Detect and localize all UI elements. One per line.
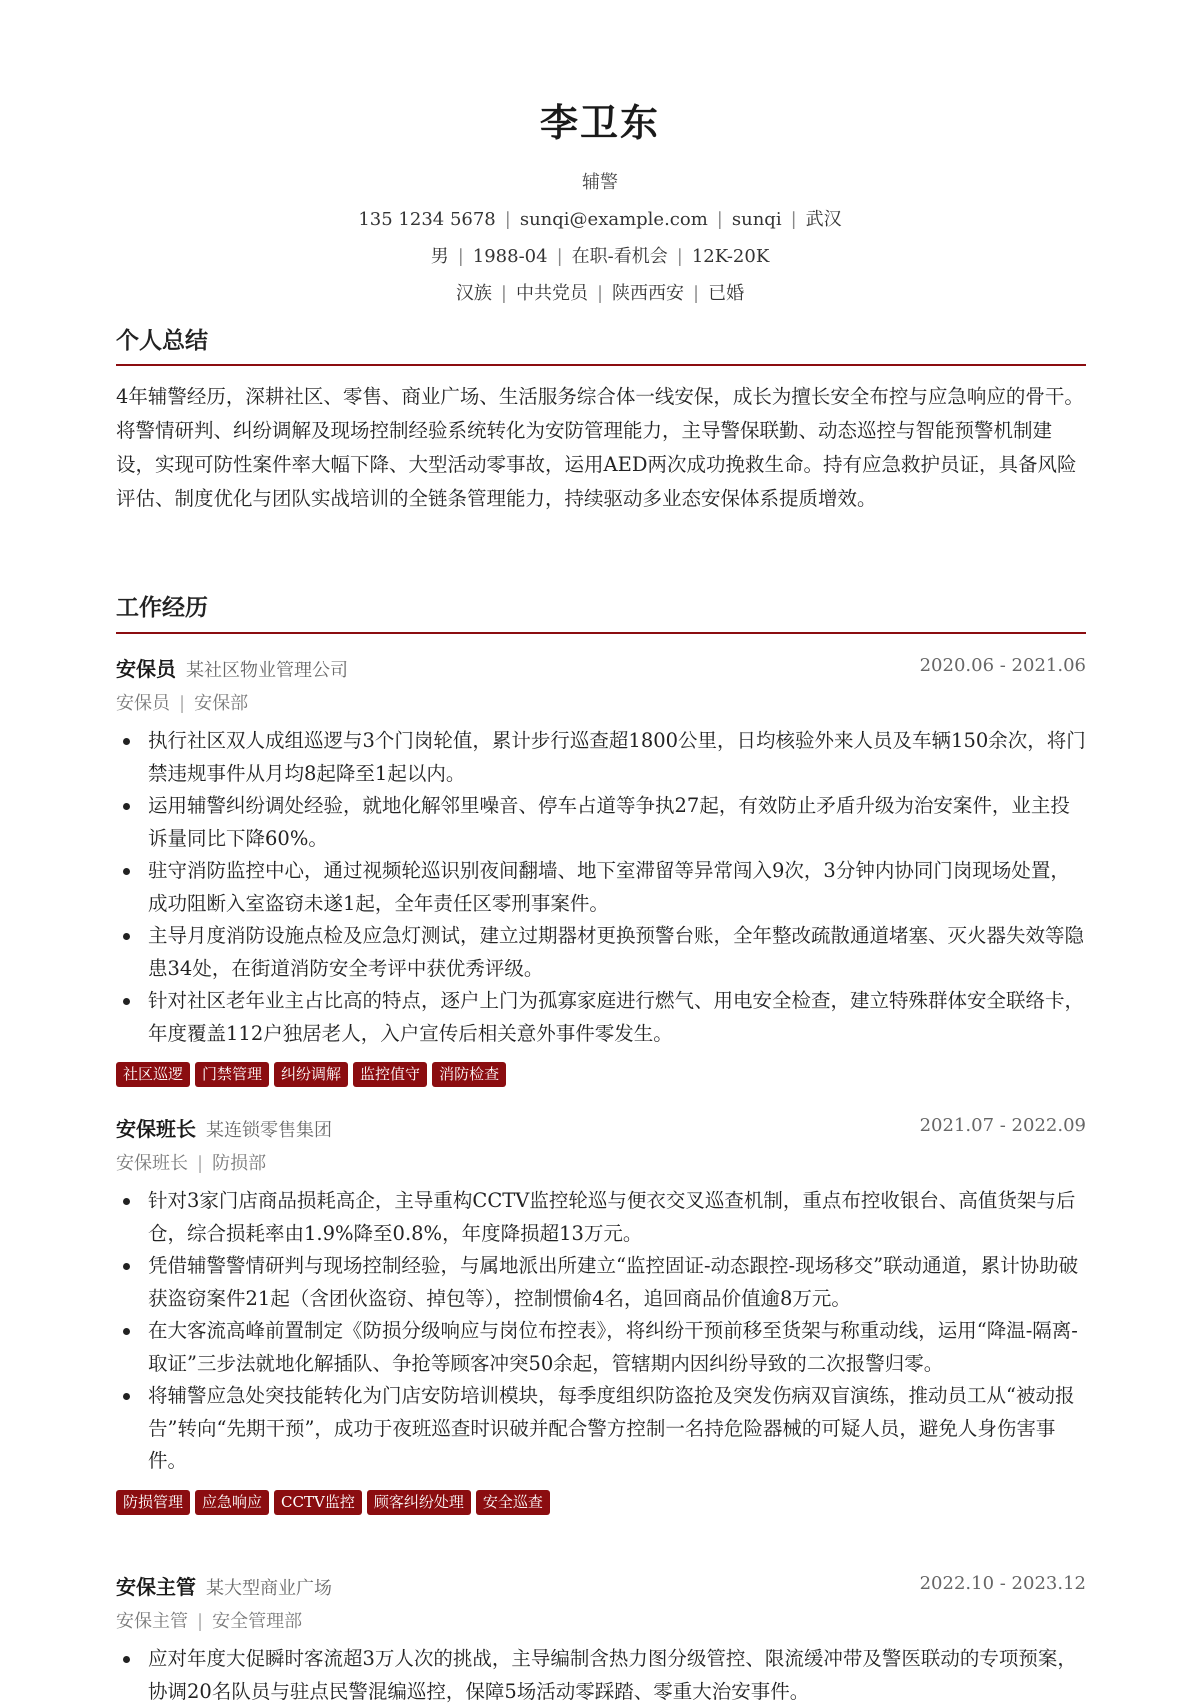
- job-bullets: [116, 1185, 1086, 1478]
- city: 武汉: [805, 209, 842, 230]
- job-role-line: 安保班长 | 防损部: [116, 1153, 267, 1174]
- job-role: 安保主管: [116, 1611, 188, 1632]
- marital-status: 已婚: [708, 283, 745, 304]
- bullet-item: 主导月度消防设施点检及应急灯测试，建立过期器材更换预警台账，全年整改疏散通道堵塞、灭火器失效等隐患34处，在街道消防安全考评中获优秀评级。: [116, 920, 1086, 985]
- bullet-item: 凭借辅警警情研判与现场控制经验，与属地派出所建立“监控固证-动态跟控-现场移交”联动通道，累计协助破获盗窃案件21起（含团伙盗窃、掉包等），控制惯偷4名，追回商品价值逾8万元。: [116, 1250, 1086, 1315]
- phone: 135 1234 5678: [358, 209, 496, 230]
- candidate-title: 辅警: [582, 172, 618, 193]
- bullet-item: 执行社区双人成组巡逻与3个门岗轮值，累计步行巡查超1800公里，日均核验外来人员及车辆150余次，将门禁违规事件从月均8起降至1起以内。: [116, 725, 1086, 790]
- job-title: 安保班长: [116, 1117, 196, 1141]
- skill-tag: 门禁管理: [195, 1062, 269, 1087]
- job-role-line: 安保主管 | 安全管理部: [116, 1611, 303, 1632]
- bullet-item: 针对社区老年业主占比高的特点，逐户上门为孤寡家庭进行燃气、用电安全检查，建立特殊群体安全联络卡，年度覆盖112户独居老人，入户宣传后相关意外事件零发生。: [116, 985, 1086, 1050]
- job-entry-3: [116, 1571, 1086, 1708]
- job-role-line: 安保员 | 安保部: [116, 693, 249, 714]
- skill-tag: 安全巡查: [476, 1490, 550, 1515]
- job-title: 安保主管: [116, 1575, 196, 1599]
- skill-tag: 顾客纠纷处理: [367, 1490, 471, 1515]
- job-entry-1: [116, 653, 1086, 1087]
- ethnicity: 汉族: [455, 283, 492, 304]
- basic-info-line: 男 | 1988-04 | 在职-看机会 | 12K-20K: [430, 246, 770, 267]
- summary-divider: [116, 364, 1086, 366]
- summary-text: 4年辅警经历，深耕社区、零售、商业广场、生活服务综合体一线安保，成长为擅长安全布控与应急响应的骨干。将警情研判、纠纷调解及现场控制经验系统转化为安防管理能力，主导警保联勤、动态巡控与智能预警机制建设，实现可防性案件率大幅下降、大型活动零事故，运用AED两次成功挽救生命。持有应急救护员证，具备风险评估、制度优化与团队实战培训的全链条管理能力，持续驱动多业态安保体系提质增效。: [116, 385, 1084, 510]
- job-company: 某社区物业管理公司: [186, 660, 348, 681]
- skill-tag: 防损管理: [116, 1490, 190, 1515]
- skill-tag: 社区巡逻: [116, 1062, 190, 1087]
- bullet-item: 针对3家门店商品损耗高企，主导重构CCTV监控轮巡与便衣交叉巡查机制，重点布控收银台、高值货架与后仓，综合损耗率由1.9%降至0.8%，年度降损超13万元。: [116, 1185, 1086, 1250]
- skill-tag: 应急响应: [195, 1490, 269, 1515]
- skill-tag: 消防检查: [432, 1062, 506, 1087]
- job-status: 在职-看机会: [571, 246, 668, 267]
- summary-heading: 个人总结: [116, 327, 208, 354]
- job-date: 2021.07 - 2022.09: [919, 1115, 1086, 1136]
- salary: 12K-20K: [691, 246, 770, 267]
- job-company: 某连锁零售集团: [206, 1120, 332, 1141]
- bullet-item: 驻守消防监控中心，通过视频轮巡识别夜间翻墙、地下室滞留等异常闯入9次，3分钟内协同门岗现场处置，成功阻断入室盗窃未遂1起，全年责任区零刑事案件。: [116, 855, 1086, 920]
- hometown: 陕西西安: [612, 283, 685, 304]
- job-dept: 防损部: [212, 1153, 267, 1174]
- job-bullets: [116, 1643, 1086, 1708]
- job-dept: 安保部: [194, 693, 249, 714]
- job-date: 2020.06 - 2021.06: [919, 655, 1086, 676]
- bullet-item: 应对年度大促瞬时客流超3万人次的挑战，主导编制含热力图分级管控、限流缓冲带及警医联动的专项预案，协调20名队员与驻点民警混编巡控，保障5场活动零踩踏、零重大治安事件。: [116, 1643, 1086, 1708]
- bullet-item: 将辅警应急处突技能转化为门店安防培训模块，每季度组织防盗抢及突发伤病双盲演练，推动员工从“被动报告”转向“先期干预”，成功于夜班巡查时识破并配合警方控制一名持危险器械的可疑人员，避免人身伤害事件。: [116, 1380, 1086, 1478]
- job-title: 安保员: [116, 657, 176, 681]
- bullet-item: 在大客流高峰前置制定《防损分级响应与岗位布控表》，将纠纷干预前移至货架与称重动线，运用“降温-隔离-取证”三步法就地化解插队、争抢等顾客冲突50余起，管辖期内因纠纷导致的二次报警归零。: [116, 1315, 1086, 1380]
- skill-tag: CCTV监控: [274, 1490, 362, 1515]
- birth-date: 1988-04: [472, 246, 548, 267]
- email: sunqi@example.com: [519, 209, 708, 230]
- candidate-name: 李卫东: [539, 100, 660, 145]
- gender: 男: [430, 246, 449, 267]
- work-heading: 工作经历: [116, 594, 208, 621]
- job-dept: 安全管理部: [212, 1611, 303, 1632]
- job-role: 安保员: [116, 693, 170, 714]
- job-role: 安保班长: [116, 1153, 188, 1174]
- contact-line: 135 1234 5678 | sunqi@example.com | sunqi | 武汉: [358, 209, 842, 230]
- skill-tags: [116, 1062, 1086, 1087]
- bullet-item: 运用辅警纠纷调处经验，就地化解邻里噪音、停车占道等争执27起，有效防止矛盾升级为治安案件，业主投诉量同比下降60%。: [116, 790, 1086, 855]
- job-entry-2: [116, 1113, 1086, 1515]
- skill-tag: 监控值守: [353, 1062, 427, 1087]
- job-company: 某大型商业广场: [206, 1578, 332, 1599]
- username: sunqi: [731, 209, 782, 230]
- personal-info-line: 汉族 | 中共党员 | 陕西西安 | 已婚: [455, 283, 745, 304]
- skill-tag: 纠纷调解: [274, 1062, 348, 1087]
- work-divider: [116, 632, 1086, 634]
- political-status: 中共党员: [515, 283, 588, 304]
- skill-tags: [116, 1490, 1086, 1515]
- job-bullets: [116, 725, 1086, 1050]
- job-date: 2022.10 - 2023.12: [919, 1573, 1086, 1594]
